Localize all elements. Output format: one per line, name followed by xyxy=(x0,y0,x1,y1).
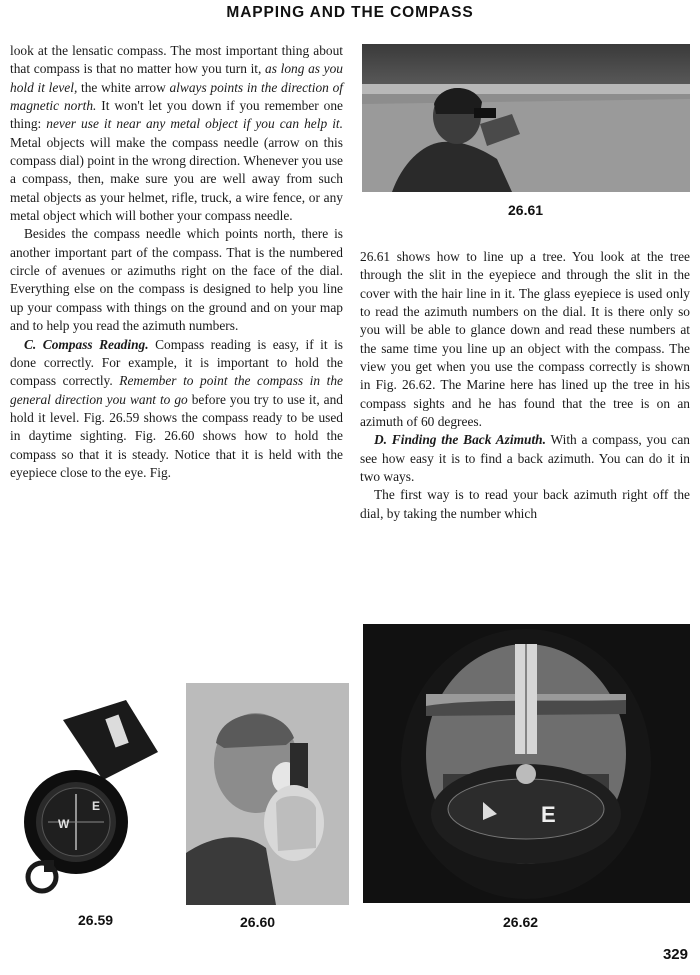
dial-letter-e: E xyxy=(541,802,556,827)
figure-26-61-photo xyxy=(362,44,690,192)
dial-letter-e: E xyxy=(92,799,101,813)
view-through-compass-photo xyxy=(363,624,690,903)
section-heading: C. Compass Reading. xyxy=(24,336,149,352)
page-number: 329 xyxy=(662,946,688,963)
dial-letter-w: W xyxy=(58,817,70,831)
text-run: It won't let you down if you remember one thing: xyxy=(10,98,343,132)
marine-sighting-photo xyxy=(362,44,690,192)
figure-caption: 26.60 xyxy=(240,914,276,930)
man-holding-compass-photo xyxy=(186,683,349,905)
paragraph: Besides the compass needle which points north, there is another important part of the compass. That is the numbered circle of avenues or azimuths right on the face of the dial. Everything else on the compass is designed to help you line up your compass with things on the ground and on your map and to help you read the azimuth numbers. xyxy=(10,226,343,334)
text-run: With a compass, you can see how easy it is to find a back azimuth. You can do it in two ways. xyxy=(360,432,690,485)
paragraph xyxy=(10,42,343,225)
text-run: Metal objects will make the compass needle (arrow on this compass dial) point in the wrong direction. Whenever you use a compass, then, make sure you are well away from such metal objects as your helmet, rifle, truck, a wire fence, or any metal object which will bother your compass needle. xyxy=(10,134,343,224)
paragraph xyxy=(10,336,343,483)
lensatic-compass-photo xyxy=(8,692,173,900)
figure-26-60-photo xyxy=(186,683,349,905)
paragraph: The first way is to read your back azimuth right off the dial, by taking the number which xyxy=(360,487,690,521)
emphasis-text: Remember to point the compass in the general direction you want to go xyxy=(10,373,343,407)
text-run: the white arrow xyxy=(77,79,170,95)
paragraph xyxy=(360,431,690,486)
emphasis-text: always points in the direction of magnetic north. xyxy=(10,79,344,114)
figure-26-62-photo xyxy=(363,624,690,903)
figure-caption: 26.59 xyxy=(78,912,114,928)
text-run: Compass reading is easy, if it is done correctly. For example, it is important to hold the compass correctly. xyxy=(10,336,343,389)
figure-caption: 26.61 xyxy=(508,202,544,218)
text-run: before you try to use it, and hold it level. Fig. 26.59 shows the compass ready to be used in daytime sighting. Fig. 26.60 shows how to hold the compass so that it is steady. Notice that it is held with the eyepiece close to the eye. Fig. xyxy=(10,391,343,480)
figure-caption: 26.62 xyxy=(503,914,539,930)
right-column xyxy=(360,248,690,523)
emphasis-text: as long as you hold it level, xyxy=(10,61,344,95)
paragraph: 26.61 shows how to line up a tree. You look at the tree through the slit in the eyepiece and through the slit in the cover with the hair line in it. The glass eyepiece is used only to read the azimuth numbers on the dial. It is there only so you will be able to glance down and read these numbers at the same time you line up an object with the compass. The view you get when you use the compass correctly is shown in Fig. 26.62. The Marine here has lined up the tree in his compass sights and he has found that the tree is on an azimuth of 60 degrees. xyxy=(360,249,690,430)
left-column xyxy=(10,42,343,482)
running-header: MAPPING AND THE COMPASS xyxy=(226,4,474,21)
section-heading: D. Finding the Back Azimuth. xyxy=(374,432,546,448)
figure-26-59-photo xyxy=(8,692,173,900)
text-run: look at the lensatic compass. The most important thing about that compass is that no matter how you turn it, xyxy=(10,43,343,77)
emphasis-text: never use it near any metal object if you can help it. xyxy=(46,116,343,132)
